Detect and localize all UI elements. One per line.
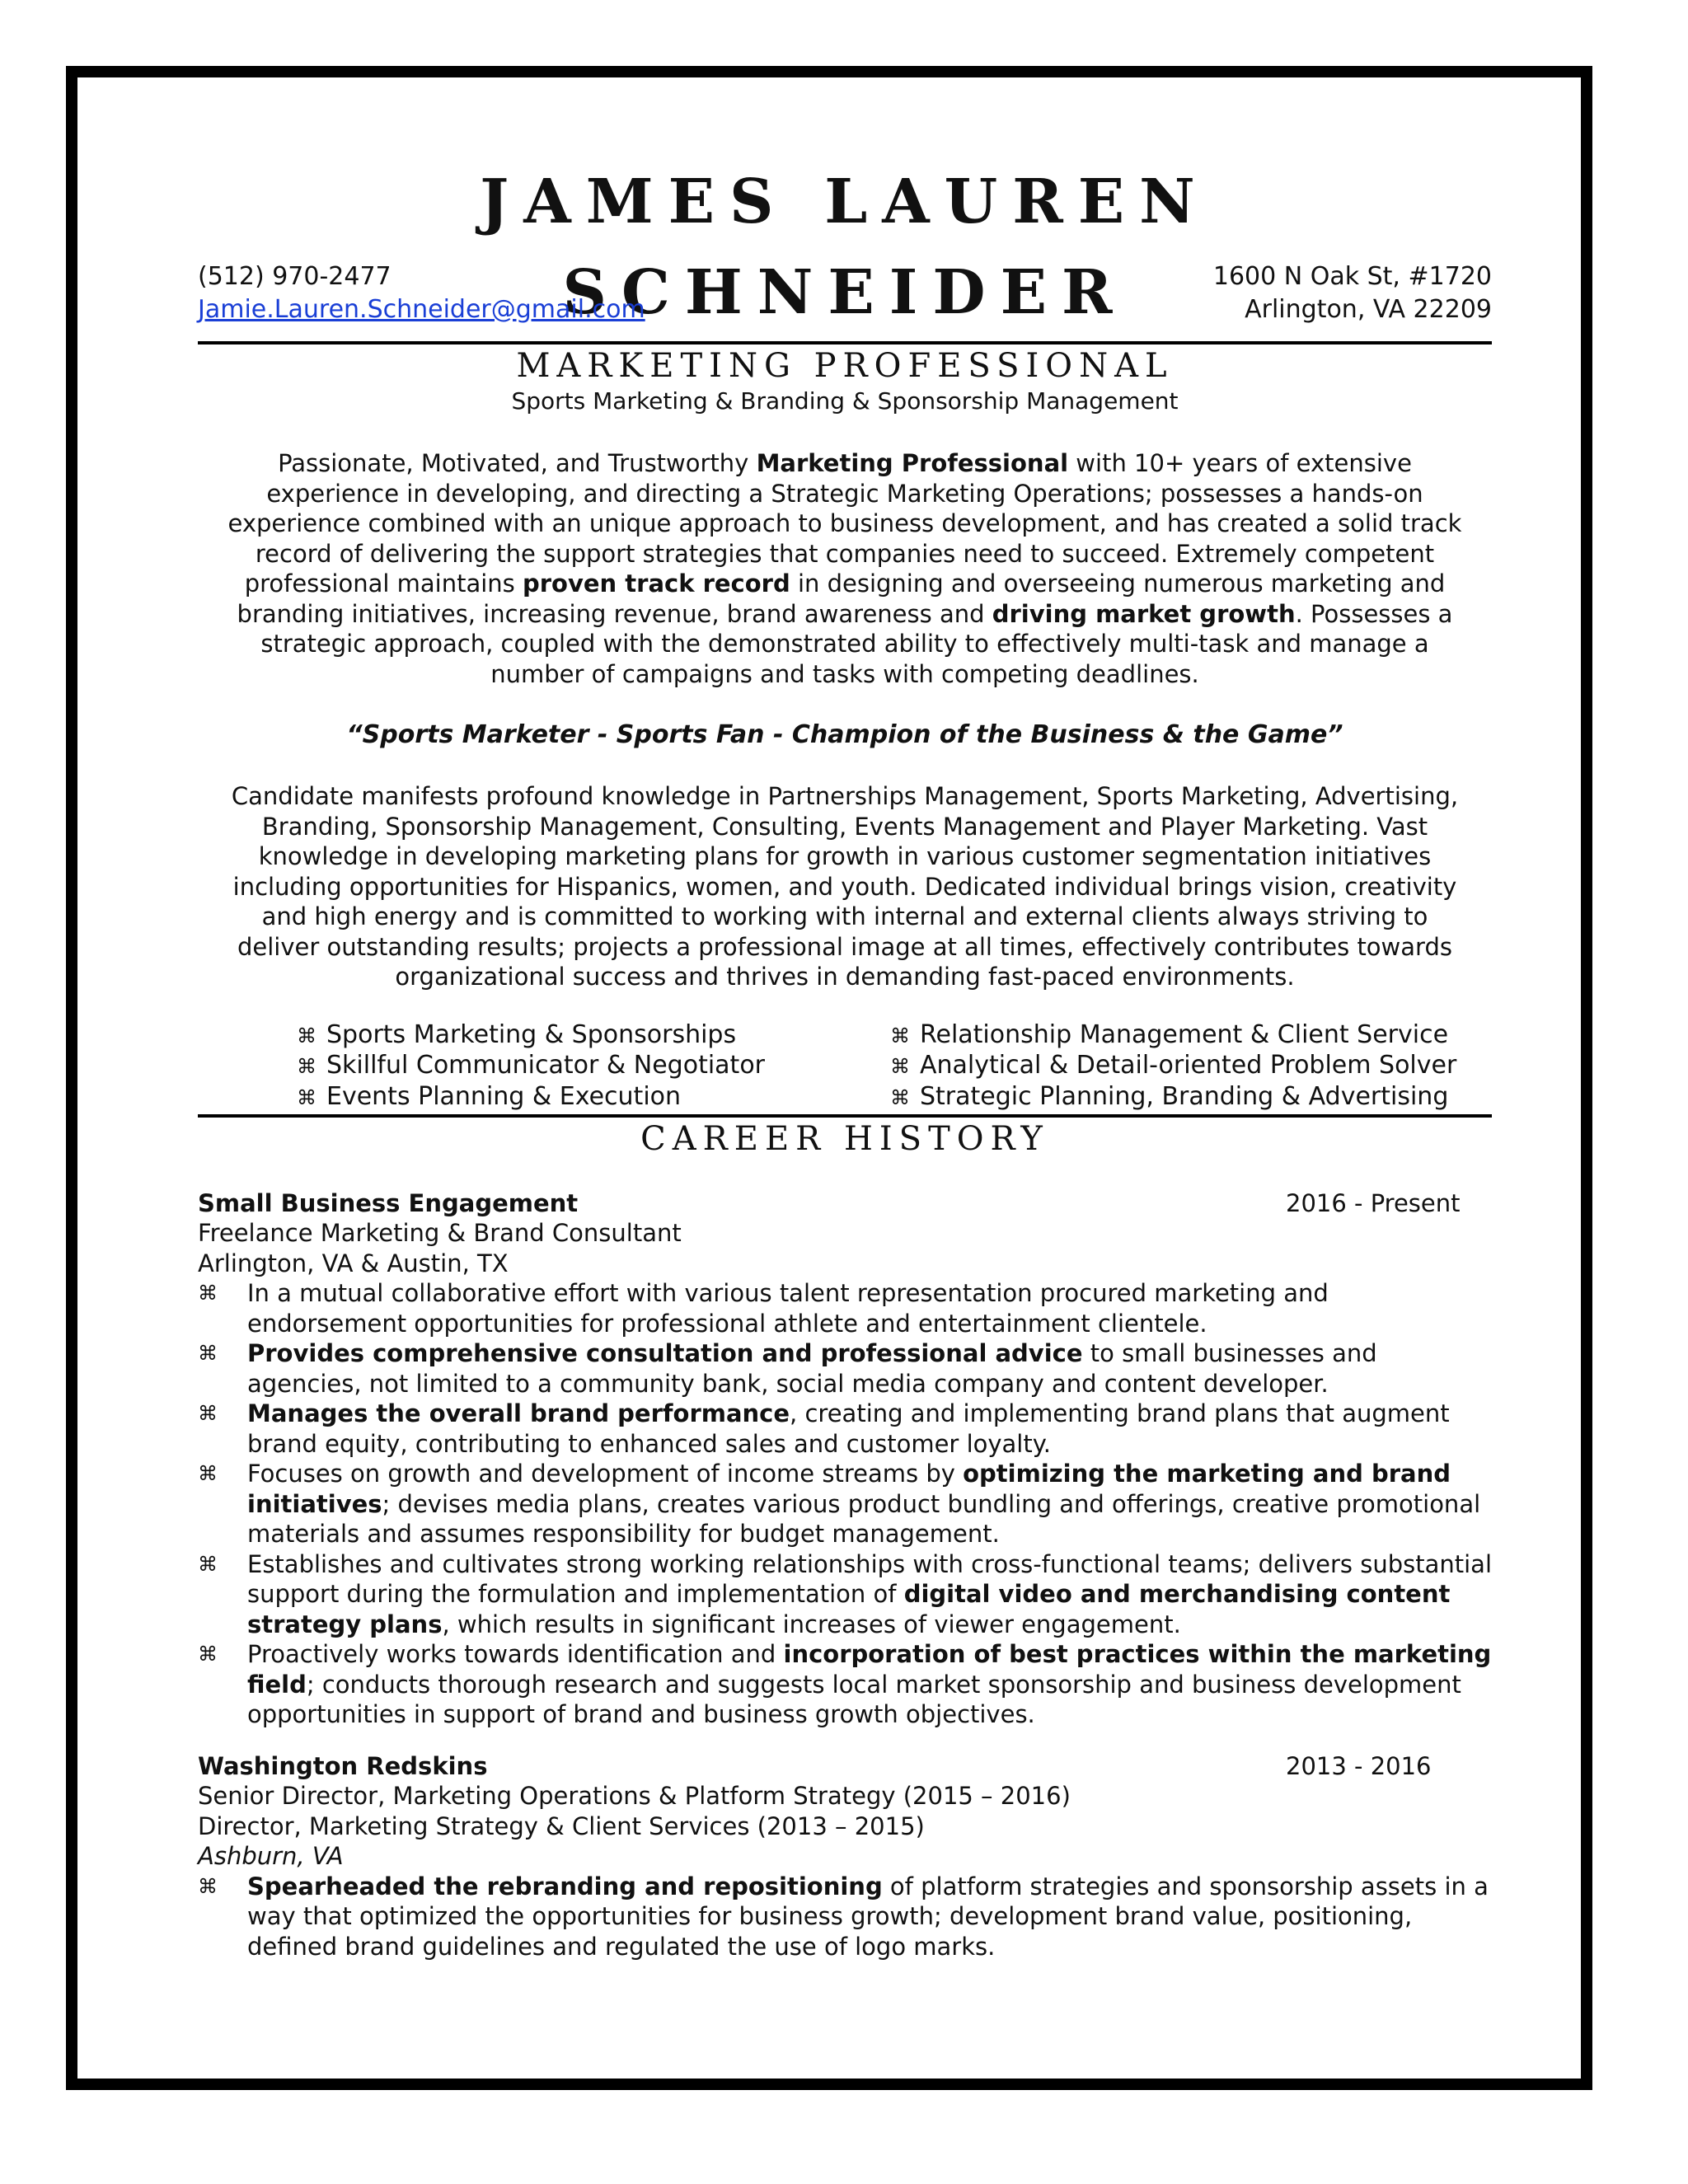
bold-text: Manages the overall brand performance xyxy=(247,1399,790,1427)
list-item xyxy=(198,1872,1492,1962)
job-bullets xyxy=(198,1278,1492,1730)
bullet-icon: ⌘ xyxy=(198,1643,218,1666)
bold-text: optimizing the marketing and brand initiatives xyxy=(247,1460,1451,1518)
job-role: Director, Marketing Strategy & Client Services (2013 – 2015) xyxy=(198,1811,925,1840)
employer-name: Washington Redskins xyxy=(198,1751,488,1780)
text-run: ; devises media plans, creates various product bundling and offerings, creative promotional materials and assumes responsibility for budget management. xyxy=(247,1489,1481,1548)
knowledge-paragraph: Candidate manifests profound knowledge in Partnerships Management, Sports Marketing, Advertising, Branding, Sponsorship Management, Consulting, Events Management and Player Marketing. Vast knowledge in developing marketing plans for growth in various customer segmentation initiatives including opportunities for Hispanics, women, and youth. Dedicated individual brings vision, creativity and high energy and is committed to working with internal and external clients always striving to deliver outstanding results; projects a professional image at all times, effectively contributes towards organizational success and thrives in demanding fast-paced environments. xyxy=(231,782,1459,991)
contact-left xyxy=(198,260,645,326)
bullet-icon: ⌘ xyxy=(890,1085,910,1109)
text-run: Passionate, Motivated, and Trustworthy xyxy=(278,449,757,477)
job-dates: 2016 - Present xyxy=(1286,1188,1461,1217)
skills-column-right xyxy=(890,1020,1456,1113)
job-bullets xyxy=(198,1872,1492,1962)
bullet-icon: ⌘ xyxy=(890,1024,910,1047)
bullet-icon: ⌘ xyxy=(198,1282,218,1305)
bullet-icon: ⌘ xyxy=(198,1342,218,1365)
text-run: Establishes and cultivates strong working relationships with cross-functional teams; delivers substantial support during the formulation and implementation of xyxy=(247,1549,1492,1608)
career-heading: CAREER HISTORY xyxy=(640,1119,1049,1158)
skills-column-left xyxy=(297,1020,765,1113)
skill-label: Relationship Management & Client Service xyxy=(920,1019,1449,1049)
bold-text: digital video and merchandising content strategy plans xyxy=(247,1580,1451,1638)
job-role: Senior Director, Marketing Operations & Platform Strategy (2015 – 2016) xyxy=(198,1782,1071,1810)
bold-text: incorporation of best practices within the marketing field xyxy=(247,1640,1492,1699)
job-dates: 2013 - 2016 xyxy=(1286,1751,1432,1780)
bold-text: driving market growth xyxy=(992,599,1296,628)
candidate-name: JAMES LAUREN SCHNEIDER xyxy=(480,166,1210,328)
skill-item xyxy=(297,1051,765,1082)
divider xyxy=(198,1114,1492,1118)
job-location: Ashburn, VA xyxy=(198,1842,344,1870)
text-run: to small businesses and agencies, not limited to a community bank, social media company and content developer. xyxy=(247,1339,1377,1398)
profile-subtitle: Sports Marketing & Branding & Sponsorship Management xyxy=(511,387,1179,415)
address-line-1: 1600 N Oak St, #1720 xyxy=(1212,262,1492,291)
bold-text: Marketing Professional xyxy=(756,449,1069,477)
list-item xyxy=(198,1549,1492,1640)
bold-text: Spearheaded the rebranding and repositioning xyxy=(247,1872,883,1900)
skills-list xyxy=(198,1020,1492,1114)
skill-label: Skillful Communicator & Negotiator xyxy=(326,1051,766,1080)
contact-right xyxy=(1213,260,1492,326)
list-item xyxy=(198,1399,1492,1459)
text-run: . Possesses a strategic approach, coupled with the demonstrated ability to effectively multi-task and manage a number of campaigns and tasks with competing deadlines. xyxy=(260,599,1453,688)
text-run: with 10+ years of extensive experience in developing, and directing a Strategic Marketing Operations; possesses a hands-on experience combined with an unique approach to business development, and has created a solid track record of delivering the support strategies that companies need to succeed. Extremely competent professional maintains xyxy=(227,449,1462,598)
job-entry xyxy=(198,1751,1492,1962)
bullet-icon: ⌘ xyxy=(198,1462,218,1485)
divider xyxy=(198,341,1492,344)
skill-item xyxy=(890,1051,1456,1082)
address-line-2: Arlington, VA 22209 xyxy=(1245,295,1492,324)
job-location: Arlington, VA & Austin, TX xyxy=(198,1249,509,1277)
bullet-icon: ⌘ xyxy=(198,1402,218,1425)
list-item xyxy=(198,1278,1492,1338)
career-history xyxy=(198,1188,1492,1962)
job-header xyxy=(198,1188,1492,1219)
bold-text: proven track record xyxy=(522,569,790,598)
list-item xyxy=(198,1338,1492,1399)
bullet-icon: ⌘ xyxy=(198,1552,218,1576)
employer-name: Small Business Engagement xyxy=(198,1188,579,1217)
phone-number: (512) 970-2477 xyxy=(198,262,392,291)
text-run: Proactively works towards identification and xyxy=(247,1640,784,1668)
skill-item xyxy=(297,1020,765,1052)
text-run: , creating and implementing brand plans that augment brand equity, contributing to enhanced sales and customer loyalty. xyxy=(247,1399,1450,1458)
skill-label: Events Planning & Execution xyxy=(326,1081,682,1111)
job-role: Freelance Marketing & Brand Consultant xyxy=(198,1219,682,1247)
skill-label: Analytical & Detail-oriented Problem Solver xyxy=(920,1051,1457,1080)
contact-block xyxy=(198,252,1492,341)
text-run: In a mutual collaborative effort with various talent representation procured marketing and endorsement opportunities for professional athlete and entertainment clientele. xyxy=(247,1279,1329,1338)
list-item xyxy=(198,1459,1492,1549)
bullet-icon: ⌘ xyxy=(297,1085,316,1109)
resume-page xyxy=(198,157,1492,1961)
text-run: Focuses on growth and development of income streams by xyxy=(247,1460,964,1488)
tagline: “Sports Marketer - Sports Fan - Champion of the Business & the Game” xyxy=(346,720,1343,749)
skill-label: Sports Marketing & Sponsorships xyxy=(326,1019,737,1049)
bullet-icon: ⌘ xyxy=(297,1024,316,1047)
bullet-icon: ⌘ xyxy=(297,1055,316,1078)
skill-label: Strategic Planning, Branding & Advertising xyxy=(920,1081,1449,1111)
job-entry xyxy=(198,1188,1492,1730)
job-header xyxy=(198,1751,1492,1782)
profile-summary xyxy=(218,448,1472,689)
bold-text: Provides comprehensive consultation and professional advice xyxy=(247,1339,1083,1367)
bullet-icon: ⌘ xyxy=(890,1055,910,1078)
text-run: of platform strategies and sponsorship assets in a way that optimized the opportunities for business growth; development brand value, positioning, defined brand guidelines and regulated the use of logo marks. xyxy=(247,1872,1489,1961)
text-run: , which results in significant increases of viewer engagement. xyxy=(442,1610,1181,1638)
profile-heading: MARKETING PROFESSIONAL xyxy=(516,347,1174,385)
text-run: ; conducts thorough research and suggests local market sponsorship and business development opportunities in support of brand and business growth objectives. xyxy=(247,1670,1461,1728)
skill-item xyxy=(890,1082,1456,1113)
email-link[interactable]: Jamie.Lauren.Schneider@gmail.com xyxy=(198,295,645,324)
text-run: in designing and overseeing numerous marketing and branding initiatives, increasing revenue, brand awareness and xyxy=(237,569,1446,628)
skill-item xyxy=(890,1020,1456,1052)
list-item xyxy=(198,1639,1492,1730)
bullet-icon: ⌘ xyxy=(198,1874,218,1898)
skill-item xyxy=(297,1082,765,1113)
